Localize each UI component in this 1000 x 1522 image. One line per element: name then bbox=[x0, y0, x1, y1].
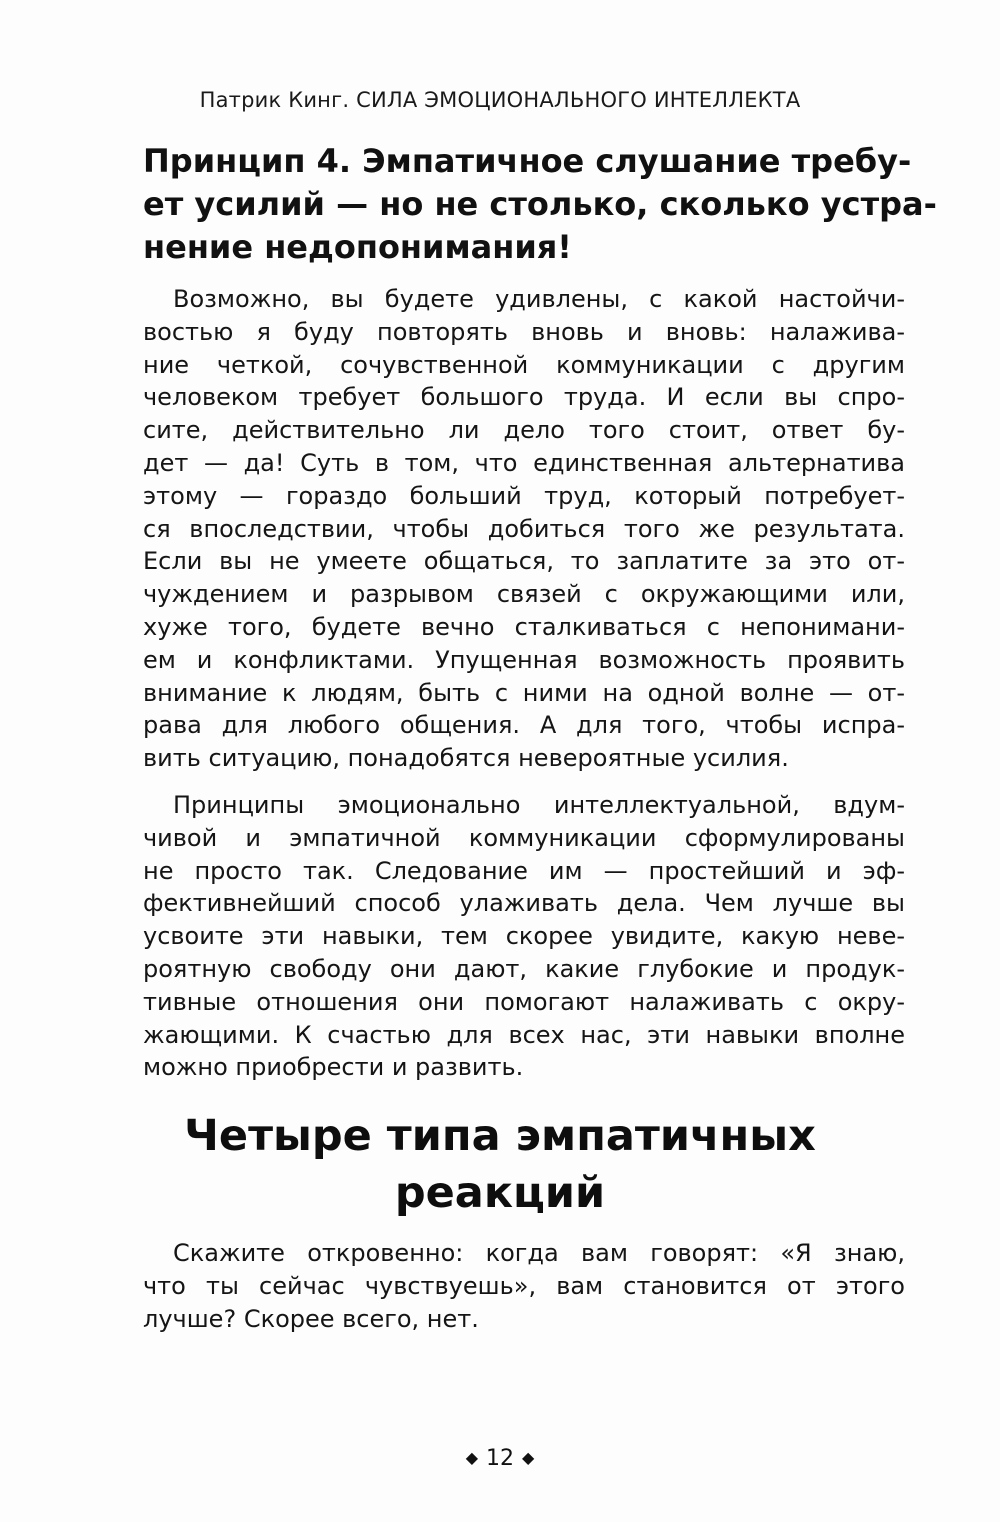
text-line: Принципы эмоционально интеллектуальной, вдум- bbox=[173, 791, 905, 819]
chapter-heading-line: реакций bbox=[394, 1168, 606, 1218]
paragraph-3 bbox=[143, 1237, 905, 1335]
text-line: востью я буду повторять вновь и вновь: налажива- bbox=[143, 317, 905, 346]
chapter-heading-line: Четыре типа эмпатичных bbox=[184, 1111, 816, 1161]
section-heading-line: нение недопонимания! bbox=[143, 228, 572, 266]
text-line: чуждением и разрывом связей с окружающими или, bbox=[143, 580, 905, 609]
text-line: ние четкой, сочувственной коммуникации с другим bbox=[143, 350, 905, 379]
text-line: жающими. К счастью для всех нас, эти навыки вполне bbox=[143, 1020, 905, 1049]
running-head: Патрик Кинг. СИЛА ЭМОЦИОНАЛЬНОГО ИНТЕЛЛЕКТА bbox=[199, 88, 801, 112]
page-footer bbox=[0, 1446, 1000, 1471]
paragraph-1 bbox=[143, 283, 905, 775]
section-heading-line: ет усилий — но не столько, сколько устра- bbox=[143, 185, 937, 223]
text-line: хуже того, будете вечно сталкиваться с непонимани- bbox=[143, 612, 905, 641]
text-line: что ты сейчас чувствуешь», вам становится от этого bbox=[143, 1271, 905, 1300]
text-line: чивой и эмпатичной коммуникации сформулированы bbox=[143, 823, 905, 852]
text-line: не просто так. Следование им — простейший и эф- bbox=[143, 856, 905, 885]
text-line: внимание к людям, быть с ними на одной волне — от- bbox=[143, 678, 905, 707]
text-line: Возможно, вы будете удивлены, с какой настойчи- bbox=[173, 285, 905, 313]
text-line: рава для любого общения. А для того, чтобы испра- bbox=[143, 711, 905, 740]
text-line: сите, действительно ли дело того стоит, ответ бу- bbox=[143, 416, 905, 445]
chapter-heading bbox=[0, 1108, 1000, 1222]
text-line: лучше? Скорее всего, нет. bbox=[143, 1304, 479, 1333]
section-heading bbox=[143, 140, 937, 269]
text-line: фективнейший способ улаживать дела. Чем лучше вы bbox=[143, 889, 905, 918]
diamond-icon: ◆ bbox=[522, 1448, 535, 1467]
page-number: 12 bbox=[486, 1446, 514, 1471]
text-line: ем и конфликтами. Упущенная возможность проявить bbox=[143, 645, 905, 674]
text-line: тивные отношения они помогают налаживать с окру- bbox=[143, 987, 905, 1016]
text-line: можно приобрести и развить. bbox=[143, 1053, 524, 1082]
section-heading-line: Принцип 4. Эмпатичное слушание требу- bbox=[143, 142, 912, 180]
text-line: Если вы не умеете общаться, то заплатите за это от- bbox=[143, 547, 905, 576]
text-line: вить ситуацию, понадобятся невероятные усилия. bbox=[143, 744, 789, 773]
text-line: Скажите откровенно: когда вам говорят: «Я знаю, bbox=[173, 1239, 905, 1267]
paragraph-2 bbox=[143, 789, 905, 1084]
text-line: усвоите эти навыки, тем скорее увидите, какую неве- bbox=[143, 922, 905, 951]
text-line: человеком требует большого труда. И если вы спро- bbox=[143, 383, 905, 412]
text-line: роятную свободу они дают, какие глубокие и продук- bbox=[143, 954, 905, 983]
text-line: дет — да! Суть в том, что единственная альтернатива bbox=[143, 448, 905, 477]
text-line: ся впоследствии, чтобы добиться того же результата. bbox=[143, 514, 905, 543]
diamond-icon: ◆ bbox=[465, 1448, 478, 1467]
text-line: этому — гораздо больший труд, который потребует- bbox=[143, 481, 905, 510]
